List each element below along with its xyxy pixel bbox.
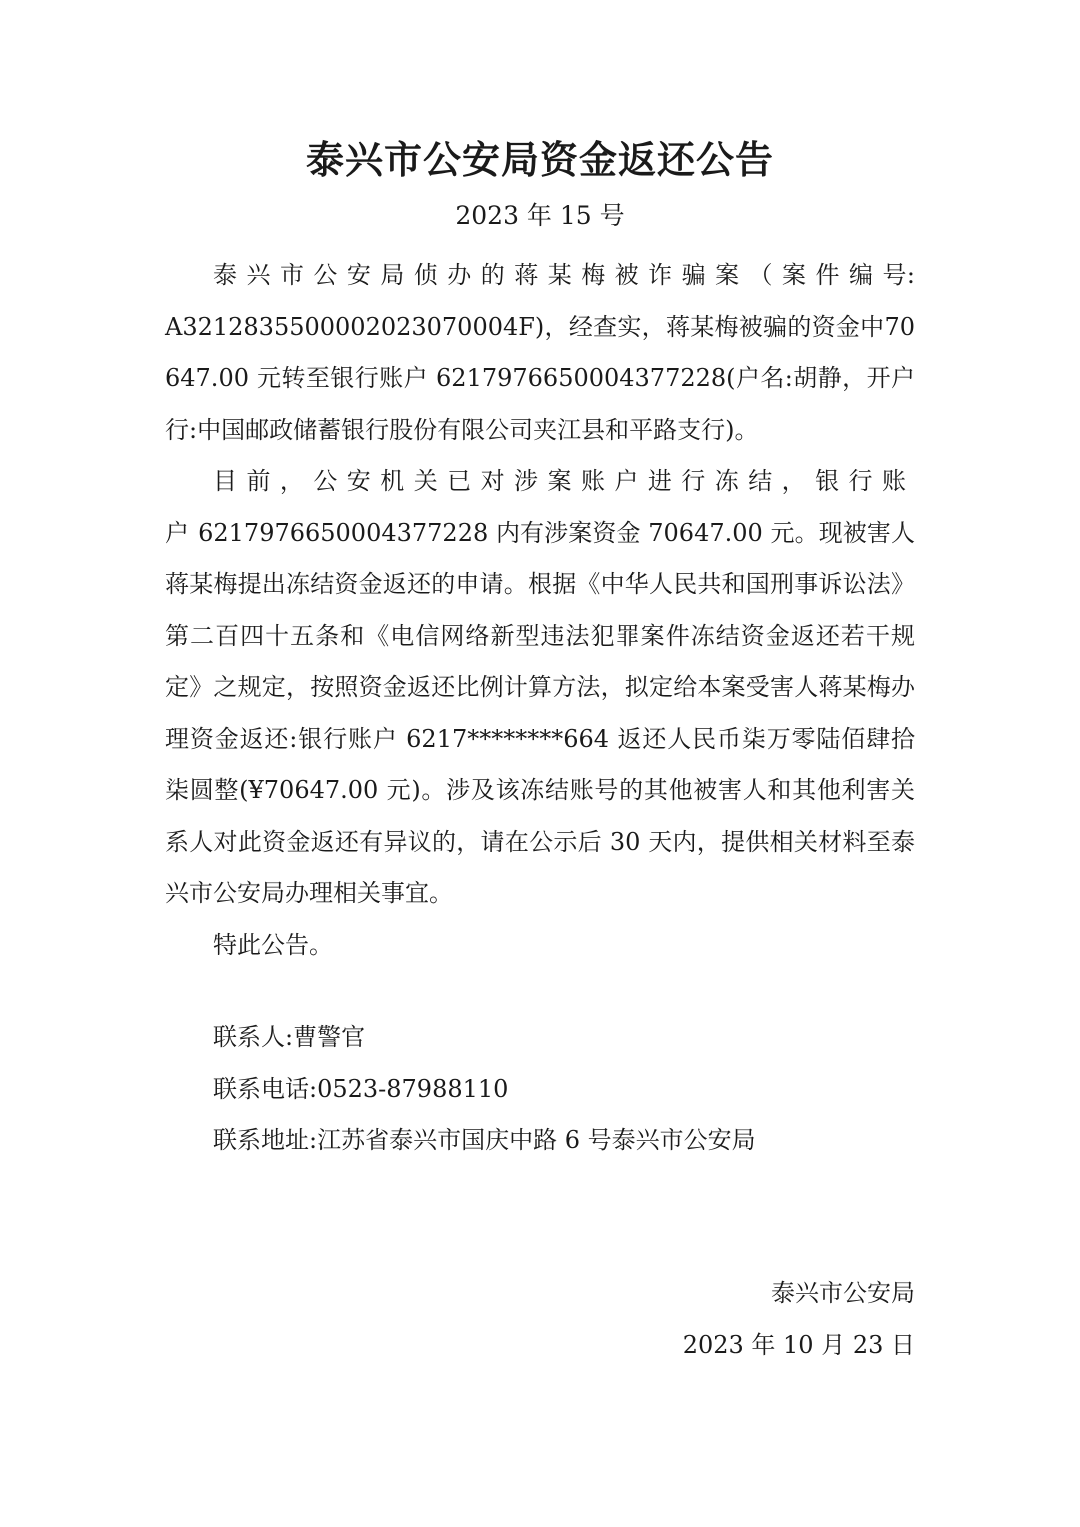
contact-person: 联系人:曹警官 — [213, 1023, 366, 1051]
contact-block — [165, 1012, 915, 1167]
contact-phone: 联系电话:0523-87988110 — [213, 1074, 509, 1103]
paragraph-case-info-first-line: 泰兴市公安局侦办的蒋某梅被诈骗案（案件编 — [213, 261, 883, 289]
paragraph-case-info — [165, 250, 915, 456]
contact-address: 联系地址:江苏省泰兴市国庆中路 6 号泰兴市公安局 — [213, 1126, 756, 1154]
document-body — [165, 250, 915, 971]
document-number: 2023 年 15 号 — [455, 201, 625, 230]
paragraph-refund-info-first-line: 目前，公安机关已对涉案账户进行冻结，银行账户 — [165, 467, 915, 547]
closing-statement: 特此公告。 — [213, 930, 333, 959]
paragraph-refund-info-text: 6217976650004377228 内有涉案资金 70647.00 元。现被害人蒋某梅提出冻结资金返还的申请。根据《中华人民共和国刑事诉讼法》第二百四十五条和《电信网络新型违法犯罪案件冻结资金返还若干规定》之规定，按照资金返还比例计算方法，拟定给本案受害人蒋某梅办理资金返还:银行账户 6217********664 返还人民币柒万零陆佰肆拾柒圆整(¥70647.00 元)。涉及该冻结账号的其他被害人和其他利害关系人对此资金返还有异议的，请在公示后 30 天内，提供相关材料至泰兴市公安局办理相关事宜。 — [165, 518, 916, 907]
paragraph-refund-info — [165, 456, 915, 920]
issue-date: 2023 年 10 月 23 日 — [682, 1330, 915, 1359]
issuer-name: 泰兴市公安局 — [771, 1279, 915, 1307]
document-title: 泰兴市公安局资金返还公告 — [305, 138, 774, 182]
signature-block — [683, 1268, 915, 1371]
paragraph-case-info-text: 号:A3212835500002023070004F)，经查实，蒋某梅被骗的资金中70647.00 元转至银行账户 6217976650004377228(户名:胡静，开户行:中国邮政储蓄银行股份有限公司夹江县和平路支行)。 — [165, 261, 915, 444]
